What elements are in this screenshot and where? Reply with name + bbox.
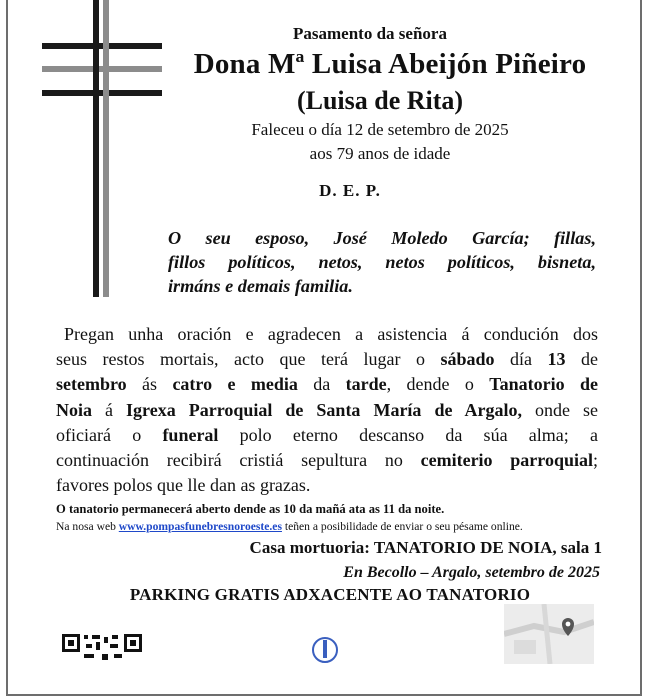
web-note	[56, 520, 523, 533]
pretitle: Pasamento da señora	[293, 24, 447, 43]
qr-code-icon[interactable]	[62, 632, 144, 662]
body-line: seus restos mortais, acto que terá lugar o sábado día 13 de	[56, 349, 598, 370]
web-note-suffix: teñen a posibilidade de enviar o seu pésame online.	[281, 520, 523, 533]
cross-vertical-dark	[93, 0, 99, 297]
family-line: fillos políticos, netos, netos políticos, bisneta,	[168, 252, 596, 272]
family-paragraph	[168, 226, 596, 298]
place-date: En Becollo – Argalo, setembro de 2025	[343, 564, 600, 581]
rip-text: D. E. P.	[319, 181, 381, 200]
body-line: oficiará o funeral polo eterno descanso da súa alma; a	[56, 424, 598, 445]
age-line: aos 79 anos de idade	[309, 144, 451, 163]
body-line: continuación recibirá cristiá sepultura no cemiterio parroquial;	[56, 450, 598, 471]
body-line: Noia á Igrexa Parroquial de Santa María de Argalo, onde se	[56, 399, 598, 420]
funeral-home-line: Casa mortuoria: TANATORIO DE NOIA, sala 1	[249, 538, 602, 557]
cross-horizontal-middle	[42, 66, 162, 72]
tanatorio-hours: O tanatorio permanecerá aberto dende as 10 da mañá ata as 11 da noite.	[56, 502, 445, 516]
death-date: Faleceu o día 12 de setembro de 2025	[251, 120, 509, 139]
body-line: setembro ás catro e media da tarde, dende o Tanatorio de	[56, 374, 598, 395]
deceased-nickname: (Luisa de Rita)	[296, 86, 464, 115]
body-line: favores polos que lle dan as grazas.	[56, 475, 311, 496]
deceased-name: Dona Mª Luisa Abeijón Piñeiro	[193, 48, 587, 80]
location-map-icon[interactable]	[504, 604, 594, 664]
cross-icon	[42, 0, 162, 300]
website-link[interactable]: www.pompasfunebresnoroeste.es	[118, 520, 282, 533]
body-line: Pregan unha oración e agradecen a asistencia á condución dos	[64, 324, 598, 344]
funeral-home-logo-icon	[308, 634, 342, 664]
family-line: irmáns e demais familia.	[168, 276, 353, 296]
parking-note: PARKING GRATIS ADXACENTE AO TANATORIO	[129, 585, 531, 604]
ceremony-paragraph	[56, 322, 598, 498]
cross-horizontal-top	[42, 43, 162, 49]
web-note-prefix: Na nosa web	[56, 520, 119, 533]
cross-horizontal-bottom	[42, 90, 162, 96]
family-line: O seu esposo, José Moledo García; fillas,	[168, 228, 596, 248]
cross-vertical-light	[103, 0, 109, 297]
